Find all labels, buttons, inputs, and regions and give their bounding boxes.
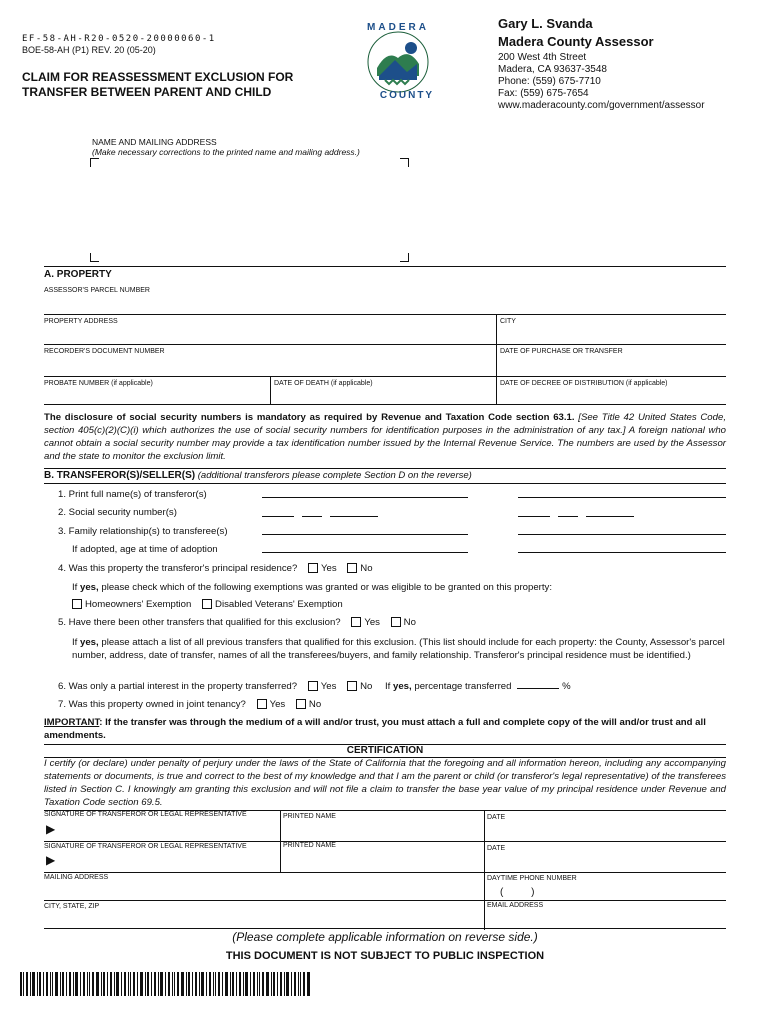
q4-if-bold: yes, (80, 582, 99, 593)
q7-no-label: No (308, 699, 322, 710)
row-divider (44, 344, 726, 345)
mailing-address-field[interactable] (92, 160, 402, 260)
property-address-field[interactable] (44, 327, 494, 344)
q2-label: 2. Social security number(s) (58, 507, 177, 518)
logo-text-madera: MADERA (367, 22, 429, 33)
q5-if-rest: please attach a list of all previous transfers that qualified for this exclusion. (This list should include for each property: the County, Assessor's parcel number, address, date of transfer, names of all the transferees/buyers, and family relationship. Transferor's principal residence must be identified.) (72, 637, 725, 661)
q4-if-rest: please check which of the following exemptions was granted or was eligible to be granted on this property: (98, 582, 552, 593)
barcode (20, 972, 310, 996)
ssn1-part3[interactable] (330, 516, 378, 517)
sig-row-divider (44, 841, 726, 842)
row-divider (44, 314, 726, 315)
q5-no-label: No (403, 617, 416, 628)
q6-label: 6. Was only a partial interest in the property transferred? (58, 681, 298, 692)
daytime-phone-label: DAYTIME PHONE NUMBER (487, 875, 577, 882)
date-decree-field[interactable] (498, 389, 726, 404)
q4-no-label: No (360, 563, 373, 574)
homeowners-label: Homeowners' Exemption (85, 599, 192, 610)
homeowners-checkbox[interactable] (72, 599, 82, 609)
certification-text: I certify (or declare) under penalty of perjury under the laws of the State of California that the foregoing and all information hereon, including any accompanying statements or documents, is true and correct to the best of my knowledge and that I am the parent or child (or transferor's legal representative) of the transferees listed in Section C. I knowingly am granting this exclusion and will not file a claim to transfer the base year value of my principal residence under Revenue and Taxation Code section 69.5. (44, 758, 726, 808)
q7-row (58, 699, 321, 710)
col-divider (496, 314, 497, 404)
assessor-address (498, 52, 705, 112)
date-death-label: DATE OF DEATH (if applicable) (274, 380, 373, 387)
important-notice (44, 716, 726, 742)
city-state-zip-field[interactable] (44, 911, 482, 927)
form-title-line2: TRANSFER BETWEEN PARENT AND CHILD (22, 85, 272, 99)
email-field[interactable] (486, 911, 726, 927)
section-a-title: A. PROPERTY (44, 269, 112, 280)
probate-label: PROBATE NUMBER (if applicable) (44, 380, 153, 387)
city-field[interactable] (498, 327, 726, 344)
sig1-label: SIGNATURE OF TRANSFEROR OR LEGAL REPRESENTATIVE (44, 811, 247, 818)
veterans-label: Disabled Veterans' Exemption (215, 599, 343, 610)
ssn1-part2[interactable] (302, 516, 322, 517)
date2-label: DATE (487, 845, 506, 852)
q7-yes-label: Yes (269, 699, 286, 710)
assessor-phone: Phone: (559) 675-7710 (498, 76, 601, 87)
percent-sign: % (562, 681, 571, 692)
date-decree-label: DATE OF DECREE OF DISTRIBUTION (if applicable) (500, 380, 668, 387)
madera-county-seal-logo (355, 20, 441, 100)
section-b-title: B. TRANSFEROR(S)/SELLER(S) (44, 470, 196, 481)
address-street: 200 West 4th Street (498, 52, 587, 63)
q6-percentage-input[interactable] (517, 688, 559, 689)
sig-row-divider (44, 900, 726, 901)
q3b-input-2[interactable] (518, 552, 726, 553)
certification-title: CERTIFICATION (346, 745, 424, 756)
printed1-field[interactable] (282, 822, 482, 840)
q5-yes-checkbox[interactable] (351, 617, 361, 627)
ssn-disclosure (44, 411, 726, 463)
sig1-arrow-icon: ▶ (46, 822, 56, 836)
row-divider (44, 404, 726, 405)
sig2-label: SIGNATURE OF TRANSFEROR OR LEGAL REPRESENTATIVE (44, 843, 247, 850)
assessor-title: Madera County Assessor (498, 34, 654, 49)
q3-label: 3. Family relationship(s) to transferee(s) (58, 526, 228, 537)
assessor-name: Gary L. Svanda (498, 16, 593, 31)
q4-row (58, 563, 373, 574)
property-address-label: PROPERTY ADDRESS (44, 318, 118, 325)
city-state-zip-label: CITY, STATE, ZIP (44, 903, 100, 910)
q6-if-bold: yes, (393, 681, 412, 692)
section-a-rule (44, 266, 726, 267)
mailing-address-cert-field[interactable] (44, 883, 482, 899)
form-title (22, 70, 342, 100)
daytime-phone-field[interactable] (486, 884, 726, 899)
ssn1-part1[interactable] (262, 516, 294, 517)
email-label: EMAIL ADDRESS (487, 902, 544, 909)
q3b-label: If adopted, age at time of adoption (72, 544, 218, 555)
col-divider (484, 810, 485, 930)
section-b-rule (44, 468, 726, 469)
apn-field[interactable] (44, 296, 726, 314)
sig1-field[interactable] (62, 820, 278, 840)
logo-text-county: COUNTY (379, 90, 435, 100)
q3-input-1[interactable] (262, 534, 468, 535)
mailing-address-label: NAME AND MAILING ADDRESS (92, 137, 217, 147)
sig2-field[interactable] (62, 851, 278, 871)
public-inspection-notice: THIS DOCUMENT IS NOT SUBJECT TO PUBLIC INSPECTION (225, 950, 545, 962)
sig2-arrow-icon: ▶ (46, 853, 56, 867)
q5-if-bold: yes, (80, 637, 99, 648)
recorder-doc-label: RECORDER'S DOCUMENT NUMBER (44, 348, 165, 355)
address-city: Madera, CA 93637-3548 (498, 64, 607, 75)
form-code: EF-58-AH-R20-0520-20000060-1 (22, 34, 216, 44)
ssn2-part3[interactable] (586, 516, 634, 517)
q6-yes-checkbox[interactable] (308, 681, 318, 691)
sig-row-bottom (44, 928, 726, 929)
q1-input-2[interactable] (518, 497, 726, 498)
form-title-line1: CLAIM FOR REASSESSMENT EXCLUSION FOR (22, 70, 294, 84)
q4-yes-checkbox[interactable] (308, 563, 318, 573)
probate-field[interactable] (44, 389, 268, 404)
q1-label: 1. Print full name(s) of transferor(s) (58, 489, 207, 500)
recorder-doc-field[interactable] (44, 357, 494, 375)
q3-input-2[interactable] (518, 534, 726, 535)
printed1-label: PRINTED NAME (283, 813, 336, 820)
q6-if-rest: percentage transferred (411, 681, 512, 692)
q4-no-checkbox[interactable] (347, 563, 357, 573)
apn-label: ASSESSOR'S PARCEL NUMBER (44, 287, 150, 294)
row-divider (44, 376, 726, 377)
city-label: CITY (500, 318, 516, 325)
q7-no-checkbox[interactable] (296, 699, 306, 709)
daytime-phone-parens: ( ) (500, 887, 535, 898)
important-label: IMPORTANT (44, 717, 100, 728)
q5-no-checkbox[interactable] (391, 617, 401, 627)
assessor-fax: Fax: (559) 675-7654 (498, 88, 589, 99)
sig-row-divider (44, 872, 726, 873)
ssn2-part2[interactable] (558, 516, 578, 517)
date1-label: DATE (487, 814, 506, 821)
q5-if-yes (72, 636, 726, 662)
date2-field[interactable] (486, 853, 726, 871)
q4-yes-label: Yes (320, 563, 337, 574)
ssn-disclosure-bold: The disclosure of social security numbers is mandatory as required by Revenue and Taxation Code section 63.1. (44, 412, 575, 423)
printed2-field[interactable] (282, 853, 482, 871)
reverse-side-note: (Please complete applicable information on reverse side.) (232, 930, 538, 944)
q1-input-1[interactable] (262, 497, 468, 498)
q6-row (58, 681, 571, 692)
q6-no-label: No (360, 681, 373, 692)
exemption-row (64, 599, 343, 610)
section-b-rule-bottom (44, 483, 726, 484)
q4-if-text: If (72, 582, 80, 593)
q6-if-text: If (385, 681, 394, 692)
q6-no-checkbox[interactable] (347, 681, 357, 691)
important-text: : If the transfer was through the medium of a will and/or trust, you must attach a full and complete copy of the will and/or trust and all amendments. (44, 717, 706, 741)
q6-yes-label: Yes (320, 681, 337, 692)
assessor-website: www.maderacounty.com/government/assessor (498, 100, 705, 111)
veterans-checkbox[interactable] (202, 599, 212, 609)
date-purchase-label: DATE OF PURCHASE OR TRANSFER (500, 348, 623, 355)
date-death-field[interactable] (272, 389, 494, 404)
q5-if-text: If (72, 637, 80, 648)
q7-yes-checkbox[interactable] (257, 699, 267, 709)
date-purchase-field[interactable] (498, 357, 726, 375)
mailing-address-cert-label: MAILING ADDRESS (44, 874, 109, 881)
q4-label: 4. Was this property the transferor's principal residence? (58, 563, 298, 574)
date1-field[interactable] (486, 822, 726, 840)
q5-label: 5. Have there been other transfers that qualified for this exclusion? (58, 617, 341, 628)
col-divider (270, 376, 271, 404)
section-b-heading (44, 470, 472, 481)
q4-if-yes (72, 582, 552, 593)
q5-row (58, 617, 416, 628)
q3b-input-1[interactable] (262, 552, 468, 553)
q7-label: 7. Was this property owned in joint tenancy? (58, 699, 246, 710)
section-b-note: (additional transferors please complete Section D on the reverse) (195, 470, 472, 481)
ssn2-part1[interactable] (518, 516, 550, 517)
printed2-label: PRINTED NAME (283, 842, 336, 849)
mailing-address-note: (Make necessary corrections to the printed name and mailing address.) (92, 147, 360, 157)
q5-yes-label: Yes (364, 617, 380, 628)
ssn-disclosure-italic: [See Title 42 United States Code, section 405(c)(2)(C)(i) which authorizes the use of social security numbers for identification purposes in the administration of any tax.] A foreign national who cannot obtain a social security number may provide a tax identification number issued by the Internal Revenue Service. The numbers are used by the Assessor and the state to monitor the exclusion limit. (44, 412, 726, 462)
form-revision: BOE-58-AH (P1) REV. 20 (05-20) (22, 45, 156, 55)
